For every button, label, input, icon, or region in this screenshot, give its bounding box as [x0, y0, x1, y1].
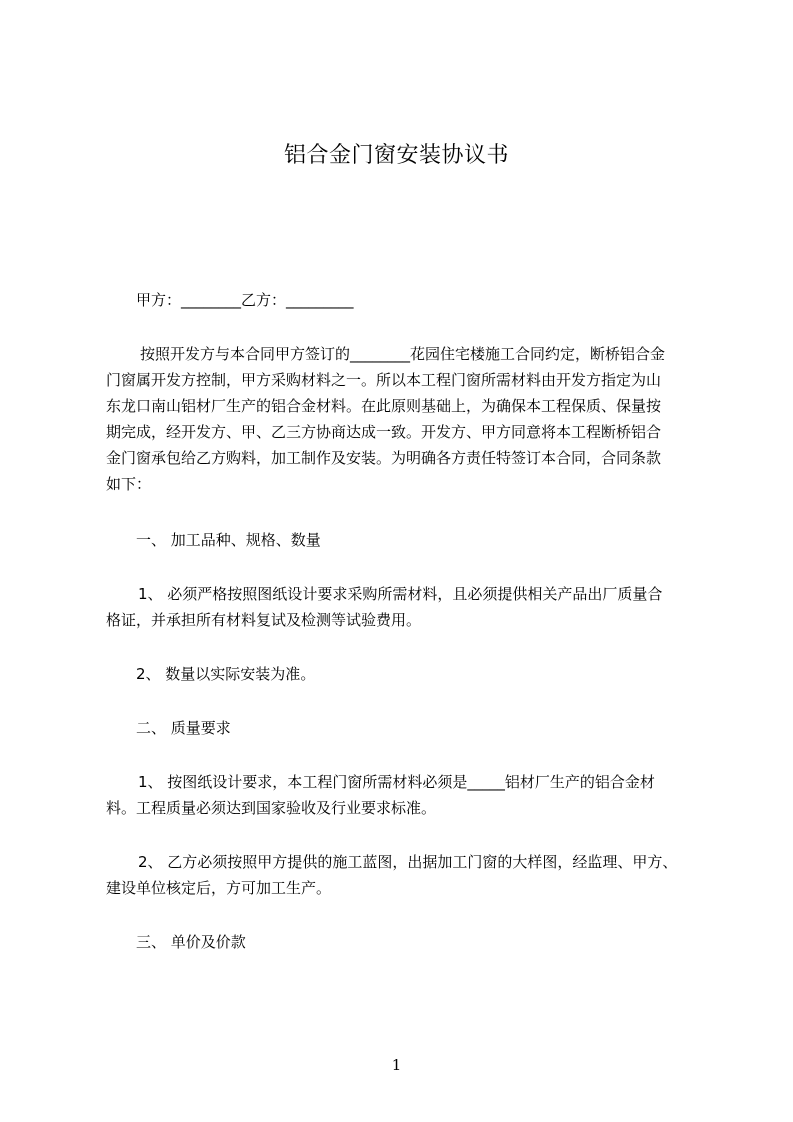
- item-line: 建设单位核定后，方可加工生产。: [106, 879, 332, 897]
- intro-line: 如下：: [106, 475, 152, 493]
- intro-line: 门窗属开发方控制，甲方采购材料之一。所以本工程门窗所需材料由开发方指定为山: [106, 371, 662, 389]
- item-line: 1、 按图纸设计要求，本工程门窗所需材料必须是_____铝材厂生产的铝合金材: [138, 773, 655, 791]
- item-line: 格证，并承担所有材料复试及检测等试验费用。: [106, 611, 422, 629]
- parties-line: 甲方：________乙方：_________: [136, 291, 354, 309]
- intro-line: 按照开发方与本合同甲方签订的________花园住宅楼施工合同约定，断桥铝合金: [140, 345, 666, 363]
- intro-line: 东龙口南山铝材厂生产的铝合金材料。在此原则基础上，为确保本工程保质、保量按: [106, 397, 662, 415]
- page-number: 1: [391, 1056, 402, 1074]
- document-title: 铝合金门窗安装协议书: [283, 143, 509, 168]
- item-line: 2、 乙方必须按照甲方提供的施工蓝图，出据加工门窗的大样图，经监理、甲方、: [138, 853, 678, 871]
- intro-line: 金门窗承包给乙方购料，加工制作及安装。为明确各方责任特签订本合同，合同条款: [106, 449, 662, 467]
- intro-line: 期完成，经开发方、甲、乙三方协商达成一致。开发方、甲方同意将本工程断桥铝合: [106, 423, 662, 441]
- item-line: 料。工程质量必须达到国家验收及行业要求标准。: [106, 799, 437, 817]
- item-line: 1、 必须严格按照图纸设计要求采购所需材料，且必须提供相关产品出厂质量合: [138, 585, 663, 603]
- section-heading-1: 一、 加工品种、规格、数量: [136, 531, 321, 549]
- section-heading-3: 三、 单价及价款: [136, 933, 246, 951]
- section1-item-2: 2、 数量以实际安装为准。: [136, 665, 316, 683]
- section-heading-2: 二、 质量要求: [136, 719, 231, 737]
